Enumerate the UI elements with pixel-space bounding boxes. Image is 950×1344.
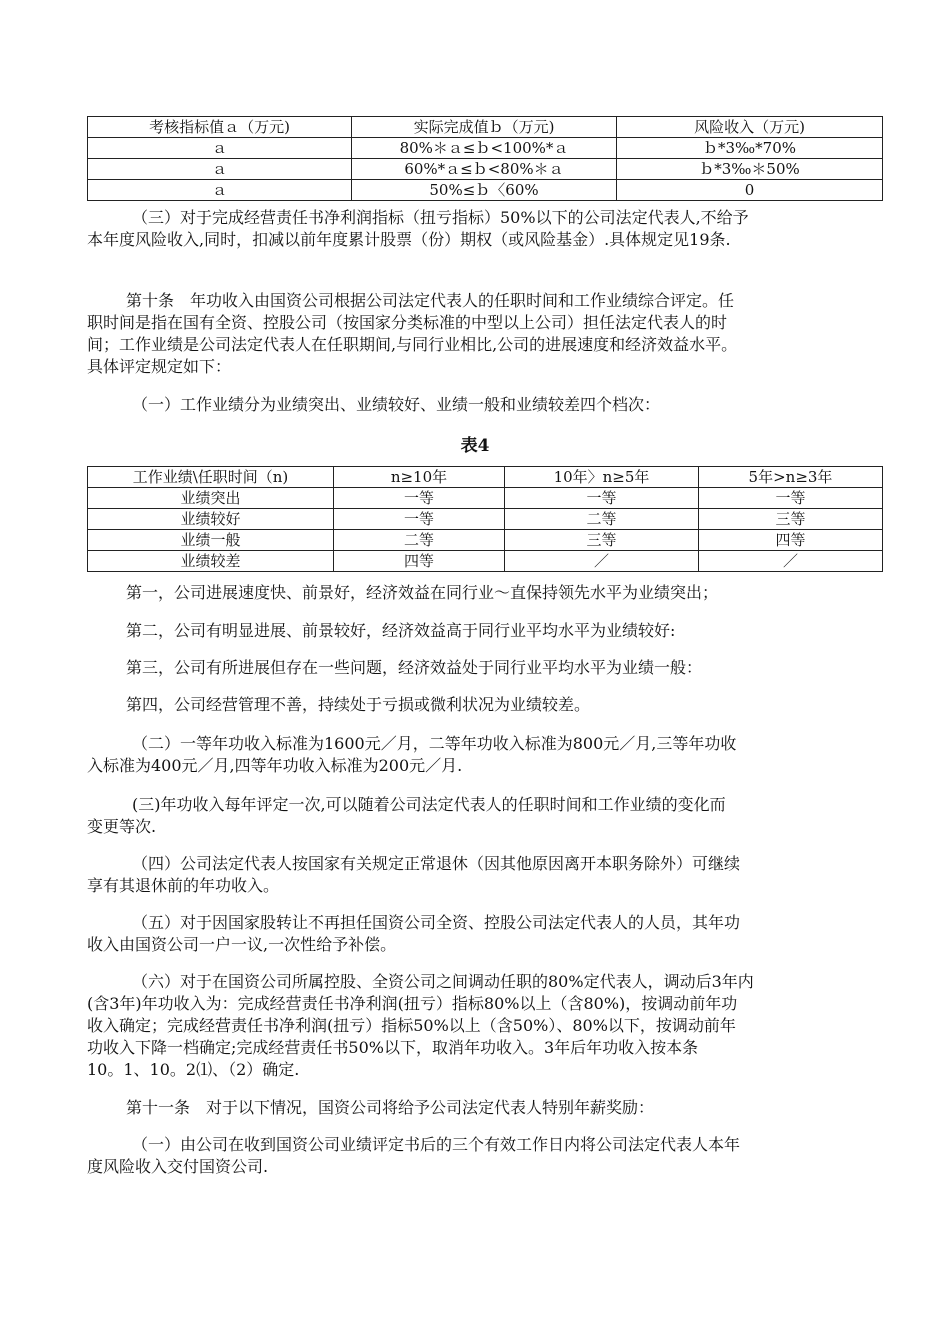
paragraph-line: 间；工作业绩是公司法定代表人在任职期间,与同行业相比,公司的进展速度和经济效益水平。 [87,335,738,354]
table-cell: 二等 [505,509,699,530]
paragraph-line: 10。1、10。2⑴、（2）确定. [87,1060,300,1079]
table-cell: 50%≤ｂ〈60% [352,180,617,201]
table-header-cell: 风险收入（万元) [617,117,883,138]
paragraph-line: 第四，公司经营管理不善，持续处于亏损或微利状况为业绩较差。 [126,695,591,714]
paragraph-4-retirement [87,853,882,897]
table-row [88,159,883,180]
table-cell: 0 [617,180,883,201]
criteria-third [87,657,882,679]
paragraph-line: 入标准为400元／月,四等年功收入标准为200元／月. [87,756,463,775]
paragraph-line: 享有其退休前的年功收入。 [87,876,280,895]
table-cell: 60%*ａ≤ｂ<80%＊ａ [352,159,617,180]
paragraph-line: 具体评定规定如下： [87,357,232,376]
table-cell: 三等 [699,509,883,530]
paragraph-line: 职时间是指在国有全资、控股公司（按国家分类标准的中型以上公司）担任法定代表人的时 [87,313,728,332]
paragraph-line: 功收入下降一档确定;完成经营责任书50%以下，取消年功收入。3年后年功收入按本条 [87,1038,699,1057]
table-header-cell: n≥10年 [334,467,505,488]
paragraph-line: 第一，公司进展速度快、前景好，经济效益在同行业～直保持领先水平为业绩突出； [126,583,719,602]
paragraph-line: （一）工作业绩分为业绩突出、业绩较好、业绩一般和业绩较差四个档次： [132,395,661,414]
paragraph-line: （六）对于在国资公司所属控股、全资公司之间调动任职的80%定代表人，调动后3年内 [132,972,754,991]
paragraph-line: （三）对于完成经营责任书净利润指标（扭亏指标）50%以下的公司法定代表人,不给予 [132,208,749,227]
table-row [88,488,883,509]
table-cell: 一等 [699,488,883,509]
paragraph-line: (三)年功收入每年评定一次,可以随着公司法定代表人的任职时间和工作业绩的变化而 [132,795,726,814]
paragraph-line: 收入确定；完成经营责任书净利润(扭亏）指标50%以上（含50%）、80%以下，按调动前年 [87,1016,736,1035]
paragraph-line: （五）对于因国家股转让不再担任国资公司全资、控股公司法定代表人的人员，其年功 [132,913,741,932]
paragraph-line: 本年度风险收入,同时，扣减以前年度累计股票（份）期权（或风险基金）.具体规定见19条. [87,230,731,249]
paragraph-3-no-risk-income [87,207,882,251]
paragraph-3-annual-review [87,794,882,838]
table-cell: 二等 [334,530,505,551]
seniority-income-table [87,466,883,572]
table-cell: 三等 [505,530,699,551]
paragraph-2-income-standards [87,733,882,777]
paragraph-line: （一）由公司在收到国资公司业绩评定书后的三个有效工作日内将公司法定代表人本年 [132,1135,741,1154]
table-cell: 四等 [699,530,883,551]
table-cell: ａ [88,138,352,159]
article-11-paragraph [87,1097,882,1119]
paragraph-line: 第十条 年功收入由国资公司根据公司法定代表人的任职时间和工作业绩综合评定。任 [126,291,735,310]
table-header-cell: 10年〉n≥5年 [505,467,699,488]
paragraph-line: （二）一等年功收入标准为1600元／月，二等年功收入标准为800元／月,三等年功收 [132,734,737,753]
table-cell: 一等 [505,488,699,509]
table-header-row [88,117,883,138]
table-cell: ｂ*3‰*70% [617,138,883,159]
table-cell: ｂ*3‰＊50% [617,159,883,180]
paragraph-line: 度风险收入交付国资公司. [87,1157,269,1176]
table-cell: ａ [88,159,352,180]
table-row [88,530,883,551]
table-header-row [88,467,883,488]
table-4-title: 表4 [460,436,490,456]
table-header-cell: 工作业绩\任职时间（n) [88,467,334,488]
criteria-fourth [87,694,882,716]
paragraph-line: 第二，公司有明显进展、前景较好，经济效益高于同行业平均水平为业绩较好: [126,621,676,640]
paragraph-line: 第十一条 对于以下情况，国资公司将给予公司法定代表人特别年薪奖励： [126,1098,655,1117]
paragraph-line: （四）公司法定代表人按国家有关规定正常退休（因其他原因离开本职务除外）可继续 [132,854,741,873]
table-header-cell: 实际完成值ｂ（万元) [352,117,617,138]
table-cell: 业绩突出 [88,488,334,509]
risk-income-table [87,116,883,201]
table-cell: 一等 [334,488,505,509]
paragraph-6-transfer-appointment [87,971,882,1081]
paragraph-line: 第三，公司有所进展但存在一些问题，经济效益处于同行业平均水平为业绩一般： [126,658,703,677]
table-cell: 业绩一般 [88,530,334,551]
paragraph-5-share-transfer [87,912,882,956]
table-cell: 一等 [334,509,505,530]
paragraph-line: 变更等次. [87,817,157,836]
table-cell: 业绩较差 [88,551,334,572]
table-header-cell: 考核指标值ａ（万元) [88,117,352,138]
table-cell: 四等 [334,551,505,572]
table-cell: 业绩较好 [88,509,334,530]
table-cell: 80%＊ａ≤ｂ<100%*ａ [352,138,617,159]
article-10-paragraph [87,290,882,378]
paragraph-line: (含3年)年功收入为：完成经营责任书净利润(扭亏）指标80%以上（含80%)，按调动前年功 [87,994,738,1013]
table-row [88,180,883,201]
table-header-cell: 5年>n≥3年 [699,467,883,488]
table-row [88,138,883,159]
paragraph-1-risk-income-delivery [87,1134,882,1178]
table-cell: ／ [699,551,883,572]
paragraph-1-performance-levels [87,394,882,416]
table-cell: ａ [88,180,352,201]
table-row [88,551,883,572]
criteria-second [87,620,882,642]
table-cell: ／ [505,551,699,572]
paragraph-line: 收入由国资公司一户一议,一次性给予补偿。 [87,935,397,954]
criteria-first [87,582,882,604]
table-row [88,509,883,530]
